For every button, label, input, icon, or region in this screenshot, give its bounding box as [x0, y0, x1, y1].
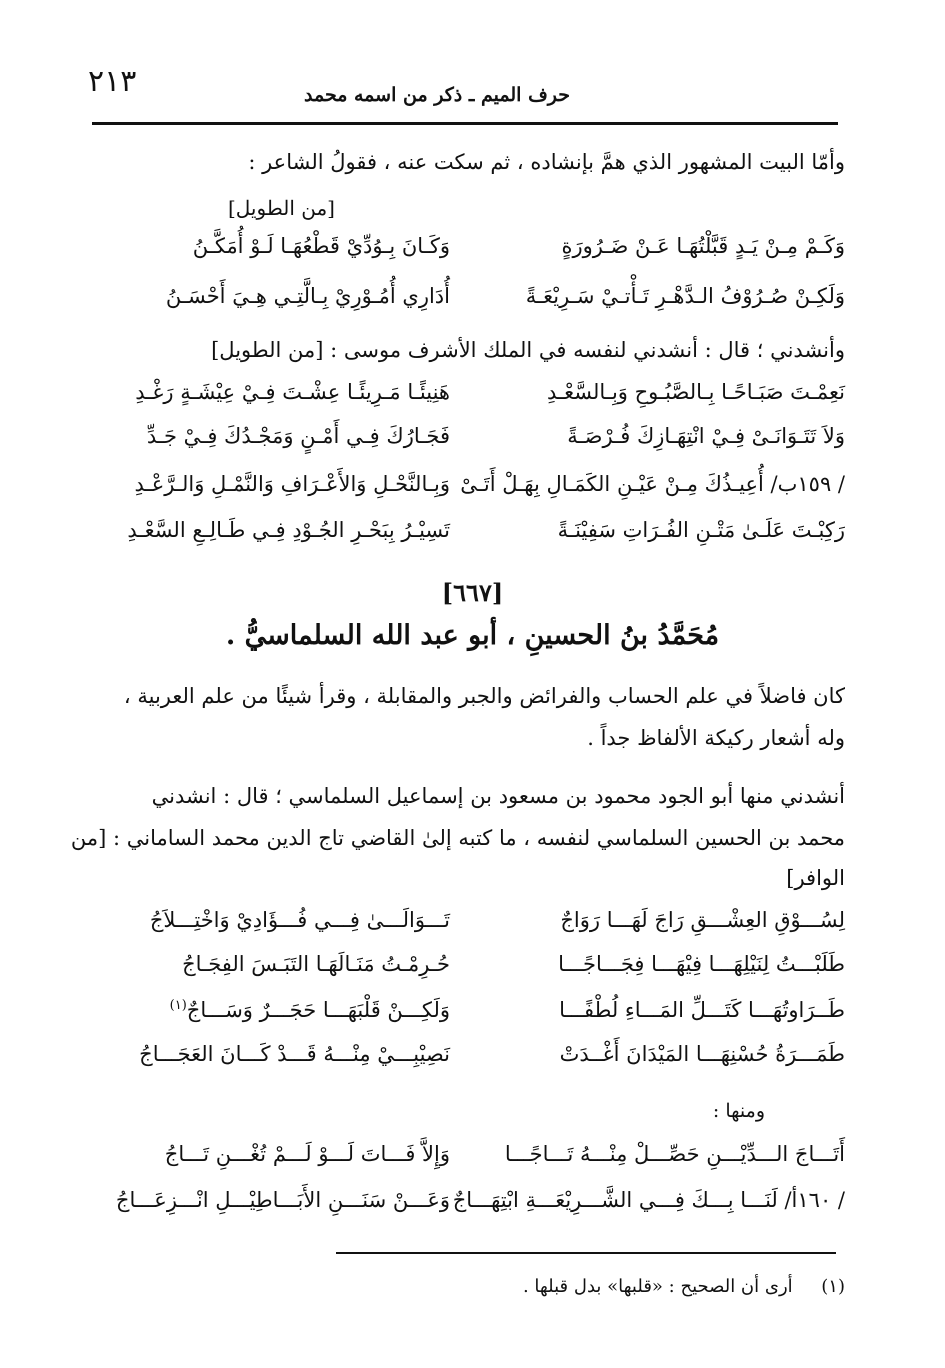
isnad-line: أنشدني منها أبو الجود محمود بن مسعود بن إسماعيل السلماسي ؛ قال : انشدني	[151, 784, 845, 808]
verse-hemistich-left: حُـرِمْـتُ مَنَـالَهَـا التَبَـسَ الفِجَـاجُ	[182, 952, 450, 976]
verse-hemistich-right: نَعِمْـتَ صَبَـاحًـا بِـالصَّبُـوحِ وَبِـالسَّعْـدِ	[546, 380, 845, 404]
verse-hemistich-right: / ١٥٩ب/ أُعِيـذُكَ مِـنْ عَيْـنِ الكَمَـالِ بِهَـلْ أَتَـىْ	[460, 472, 845, 496]
header-rule	[92, 122, 838, 125]
verse-hemistich-left: تَـــوَالَـــىٰ فِـــي فُـــؤَادِيْ وَاخْتِـــلاَجُ	[149, 908, 450, 932]
running-head: حرف الميم ـ ذكر من اسمه محمد	[303, 84, 570, 106]
verse-hemistich-right: وَلاَ تَتَـوَانَـىْ فِـيْ انْتِهَـازِكَ فُـرْصَـةً	[567, 424, 845, 448]
verse-hemistich-right: / ١٦٠أ/ لَنَـــا بِـــكَ فِـــي الشَّـــرِيْعَـــةِ ابْتِهَـــاجٌ	[452, 1188, 845, 1212]
footnote-text: أرى أن الصحيح : «قلبها» بدل قبلها .	[522, 1276, 793, 1297]
verse-hemistich-right: طَلَبْـــتُ لِنَيْلِهَـــا فِيْهَـــا فِجَـــاجًـــا	[558, 952, 845, 976]
verse-hemistich-left: هَنِيئًـا مَـرِيئًـا عِشْـتَ فِـيْ عِيْشَـةٍ رَغْـدِ	[135, 380, 450, 404]
meter-label: [من الطويل]	[227, 196, 335, 220]
entry-number: [٦٦٧]	[441, 578, 504, 607]
bio-line: كان فاضلاً في علم الحساب والفرائض والجبر والمقابلة ، وقرأ شيئًا من علم العربية ،	[123, 684, 845, 708]
footnote-marker: (١)	[169, 998, 187, 1013]
verse-hemistich-right: رَكِبْـتَ عَلَـىٰ مَتْـنِ الفُـرَاتِ سَفِيْنَـةً	[557, 518, 845, 542]
entry-title: مُحَمَّدُ بنُ الحسينِ ، أبو عبد الله السلماسيُّ .	[225, 620, 720, 651]
wa-minha-label: ومنها :	[712, 1100, 765, 1122]
footnote	[523, 1276, 845, 1297]
verse-text: وَلَكِـــنْ قَلْبَهَـــا حَجَـــرٌ وَسَـــاجٌ	[186, 998, 450, 1022]
verse-hemistich-left: تَسِيْـرُ بِبَحْـرِ الجُـوْدِ فِـي طَـالِـعِ السَّعْـدِ	[127, 518, 450, 542]
verse-hemistich-left: وَإِلاَّ فَـــاتَ لَـــوْ لَـــمْ تُغْـــنِ تَـــاجُ	[164, 1142, 450, 1166]
isnad-line: الوافر]	[786, 866, 845, 890]
verse-hemistich-right: وَلَكِـنْ صُـرُوْفُ الـدَّهْـرِ تَـأْتـيْ سَـرِيْعَـةً	[525, 284, 845, 308]
bio-line: وله أشعار ركيكة الألفاظ جداً .	[587, 726, 845, 750]
verse-hemistich-left: فَجَـارُكَ فِـي أَمْـنٍ وَمَجْـدُكَ فِـيْ جَـدِّ	[146, 424, 450, 448]
intro-line: وأمّا البيت المشهور الذي همَّ بإنشاده ، ثم سكت عنه ، فقولُ الشاعر :	[248, 150, 845, 174]
verse-hemistich-left: وَبِـالنَّحْـلِ وَالأَعْـرَافِ وَالنَّمْـلِ وَالـرَّعْـدِ	[134, 472, 450, 496]
verse-hemistich-right: طَمَـــرَةُ حُسْنِهَـــا المَيْدَانَ أَغْــدَتْ	[559, 1042, 845, 1066]
verse-hemistich-right: وَكَـمْ مِـنْ يَـدٍ قَبَّلْتُهَـا عَـنْ ضَـرُورَةٍ	[561, 234, 845, 258]
footnote-number: (١)	[821, 1276, 845, 1297]
verse-hemistich-right: أَتَـــاجَ الـــدِّيْـــنِ حَصِّـــلْ مِنْـــهُ تَـــاجًـــا	[504, 1142, 845, 1166]
verse-hemistich-right: طَــرَاوتُهَـــا كَتَـــلِّ المَـــاءِ لُطْفًـــا	[559, 998, 845, 1022]
page-number: ٢١٣	[88, 64, 137, 99]
footnote-rule	[336, 1252, 836, 1254]
verse-hemistich-left: وَكَـانَ بِـوُدِّيْ قَطْعُهَـا لَـوْ أُمَكَّـنُ	[192, 234, 450, 258]
verse-hemistich-left	[100, 998, 450, 1022]
verse-hemistich-left: نَصِيْبِـــيْ مِنْـــهُ قَـــدْ كَـــانَ العَجَـــاجُ	[139, 1042, 450, 1066]
verse-hemistich-right: لِسُـــوْقِ العِشْـــقِ رَاجَ لَهَـــا رَوَاجٌ	[560, 908, 845, 932]
verse-hemistich-left: أُدَارِي أُمُـوْرِيْ بِـالَّتِـي هِـيَ أَحْسَـنُ	[165, 284, 450, 308]
isnad-line: محمد بن الحسين السلماسي لنفسه ، ما كتبه إلىٰ القاضي تاج الدين محمد الساماني : [من	[70, 826, 845, 850]
verse-hemistich-left: وَعَـــنْ سَنَـــنِ الأَبَـــاطِيْـــلِ انْـــزِعَـــاجُ	[115, 1188, 450, 1212]
recitation-line: وأنشدني ؛ قال : أنشدني لنفسه في الملك الأشرف موسى : [من الطويل]	[211, 338, 845, 362]
